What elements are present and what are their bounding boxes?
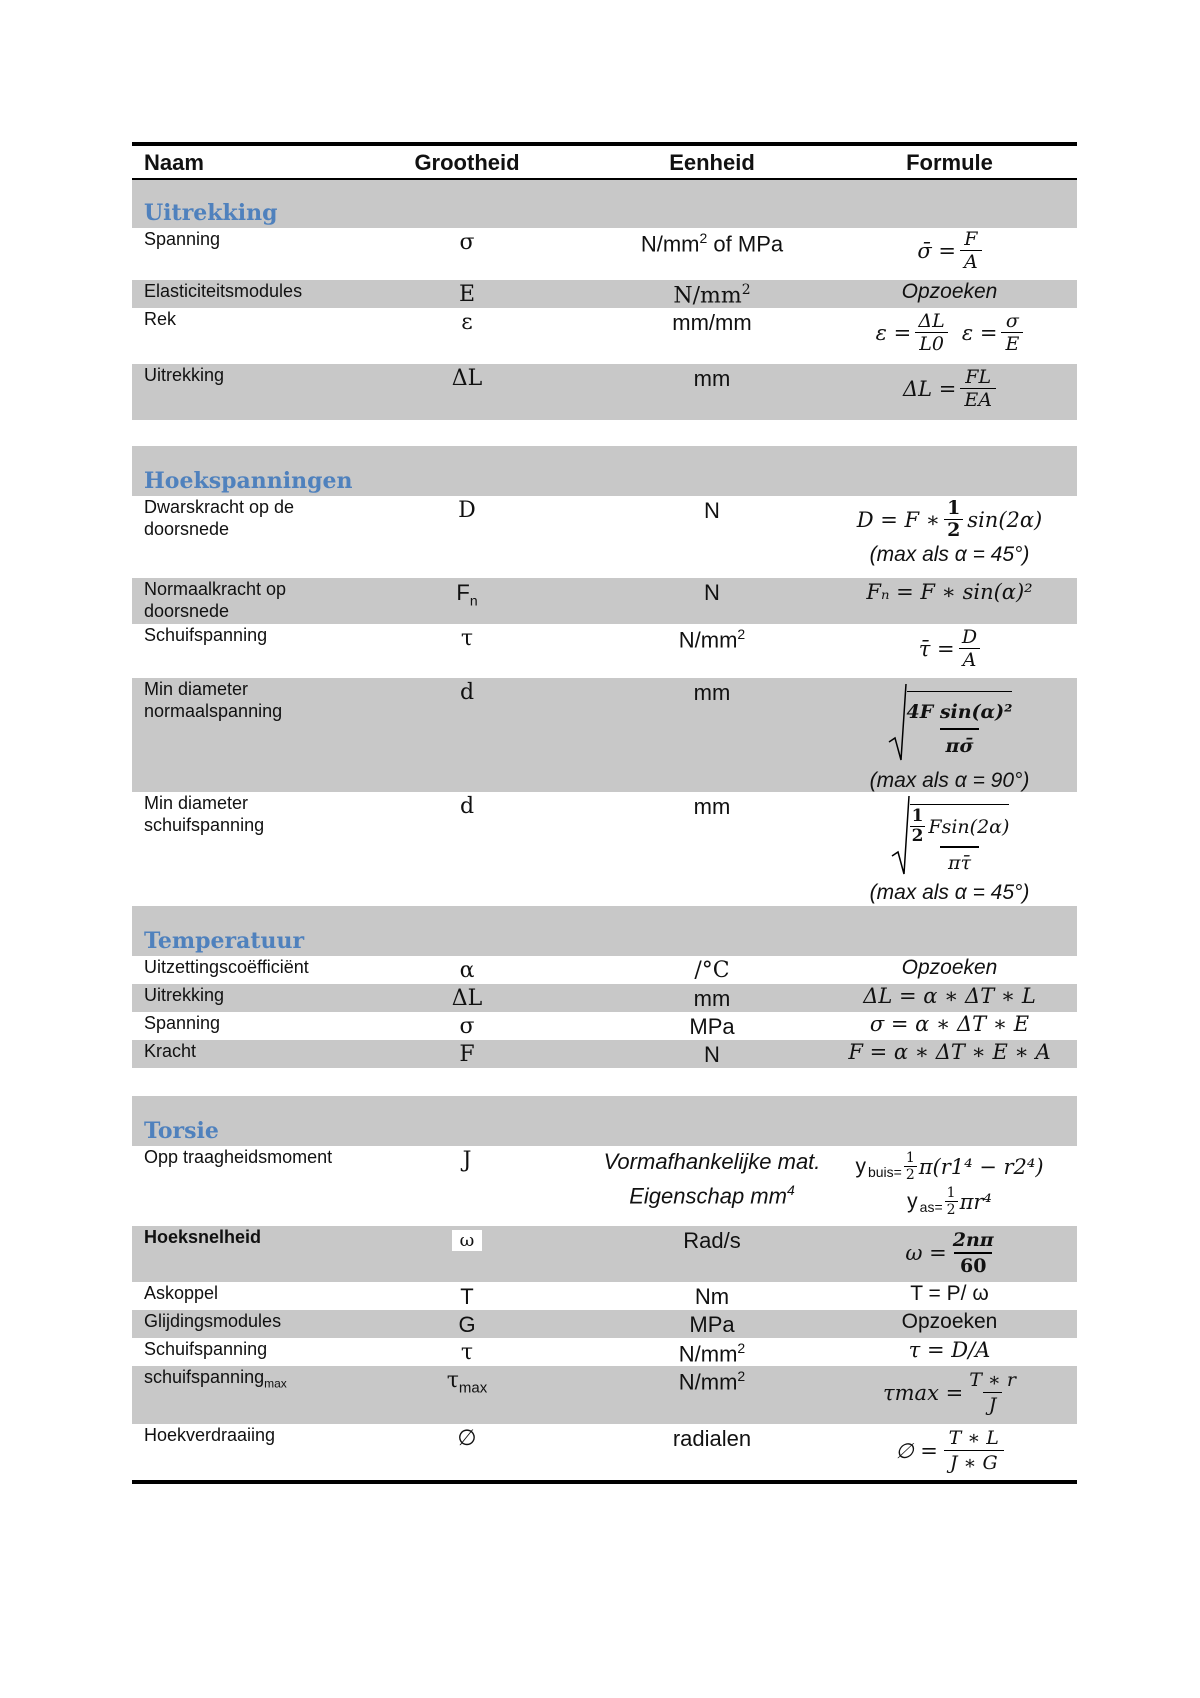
naam-cell: Spanning [144,229,221,249]
table-row [132,956,1077,984]
eenheid-cell: $N/mm^2$ [678,1340,746,1367]
naam-cell: Kracht [144,1041,197,1061]
table-row [132,1040,1077,1068]
table-row [132,1310,1077,1338]
naam-cell: Schuifspanning [144,1339,268,1359]
naam-cell: Spanning [144,1013,221,1033]
table-row [132,1366,1077,1424]
formule-cell: ΔL = α ∗ ΔT ∗ L [863,984,1036,1008]
eenheid-cell: MPa [689,1014,735,1039]
spacer-row [132,420,1077,446]
formule-cell: y buis= $\frac{1}{2}$ π(r1⁴ − r2⁴) y as= $\frac{1}{2}$ πr⁴ [855,1150,1044,1218]
grootheid-cell: J [462,1148,472,1173]
section-row-uitrekking [132,180,1077,228]
grootheid-cell: T [460,1284,474,1309]
grootheid-cell: $\tau_{max}$ [446,1368,488,1397]
formule-cell: T = P/ ω [910,1282,989,1305]
section-title-hoekspanningen: Hoekspanningen [144,468,353,494]
grootheid-cell: τ [460,1340,474,1365]
formule-cell: 1 2 Fsin(2α) πτ̄ (max als α = 45°) [822,794,1077,905]
formule-cell: ∅ = $\frac{T ∗ L}{J ∗ G}$ [822,1426,1077,1475]
naam-cell: Glijdingsmodules [144,1311,282,1331]
section-title-torsie: Torsie [144,1118,219,1144]
eenheid-cell: mm/mm [672,310,752,335]
table-row [132,792,1077,906]
formule-cell: Opzoeken [901,1310,998,1333]
table-row [132,678,1077,792]
header-grootheid: Grootheid [414,150,520,175]
naam-cell: Min diameter normaalspanning [144,679,283,721]
grootheid-cell: d [459,794,475,819]
header-eenheid: Eenheid [669,150,755,175]
eenheid-cell: Nm [694,1284,730,1309]
table-row [132,1424,1077,1484]
eenheid-cell: mm [693,680,731,705]
section-title-temperatuur: Temperatuur [144,928,305,954]
table-header [132,142,1077,180]
grootheid-cell: $F_n$ [456,580,478,609]
table-row [132,1012,1077,1040]
table-row [132,578,1077,624]
naam-cell: Uitzettingscoëfficiënt [144,957,309,977]
grootheid-cell: ∅ [457,1426,477,1451]
naam-cell: Hoeksnelheid [144,1227,262,1247]
table-row [132,364,1077,420]
table-row [132,280,1077,308]
spacer-row [132,1068,1077,1096]
eenheid-cell: $N/mm^2$ [678,626,746,653]
formule-cell: τmax = $\frac{T ∗ r}{J}$ [883,1369,1016,1416]
header-formule: Formule [906,150,993,175]
eenheid-cell: mm [693,366,731,391]
formule-cell: Opzoeken [901,956,998,979]
eenheid-cell: $N/mm^2$ of MPa [640,230,784,257]
grootheid-cell: ΔL [451,986,483,1011]
eenheid-cell: mm [693,986,731,1011]
naam-cell: Askoppel [144,1283,219,1303]
naam-cell: Dwarskracht op de doorsnede [144,497,295,539]
eenheid-cell: /°C [694,958,730,983]
table-row [132,1338,1077,1366]
formule-cell: ΔL = $\frac{FL}{EA}$ [822,366,1077,411]
grootheid-cell: G [458,1312,476,1337]
formule-cell: Opzoeken [901,280,998,303]
table-row [132,228,1077,280]
eenheid-cell: Rad/s [683,1228,741,1253]
formule-cell: 4F sin(α)² πσ̄ (max als α = 90°) [822,682,1077,793]
naam-cell: Rek [144,309,177,329]
grootheid-cell: ΔL [451,366,483,391]
grootheid-cell: E [458,282,476,307]
grootheid-cell: D [458,498,476,523]
eenheid-cell: radialen [672,1426,752,1451]
formule-cell: F = α ∗ ΔT ∗ E ∗ A [848,1040,1051,1064]
grootheid-cell: ε [461,310,473,335]
table-row [132,1226,1077,1282]
naam-cell: Schuifspanning [144,625,268,645]
formule-cell: ω = $\frac{2n\pi}{60}$ [905,1229,994,1277]
formula-table [132,142,1077,1484]
sqrt-icon [890,794,910,876]
eenheid-cell: Vormafhankelijke mat. Eigenschap $mm^4$ [603,1149,821,1209]
eenheid-cell: $N/mm^2$ [678,1368,746,1395]
formule-cell: Fₙ = F ∗ sin(α)² [866,580,1033,604]
grootheid-cell: α [459,958,475,983]
section-title-uitrekking: Uitrekking [144,200,278,226]
formule-cell: ε = $\frac{\Delta L}{L0}$ ε = $\frac{\sigma}{E}$ [822,310,1077,355]
eenheid-cell: N [704,498,720,523]
eenheid-cell: N [704,1042,720,1067]
table-row [132,1282,1077,1310]
eenheid-cell: N [704,580,720,605]
naam-cell: Opp traagheidsmoment [144,1147,333,1167]
section-row-torsie [132,1096,1077,1146]
formule-cell: D = F ∗ 1 2 sin(2α) (max als α = 45°) [856,497,1043,566]
naam-cell: Normaalkracht op doorsnede [144,579,287,621]
table-row [132,624,1077,678]
eenheid-cell: mm [693,794,731,819]
table-row [132,496,1077,578]
table-row [132,308,1077,364]
section-row-hoekspanningen [132,446,1077,496]
grootheid-cell: τ [460,626,474,651]
grootheid-cell: F [459,1042,475,1067]
formule-cell: τ = D/A [908,1338,991,1362]
grootheid-cell: d [459,680,475,705]
naam-cell: Uitrekking [144,985,225,1005]
naam-cell: Elasticiteitsmodules [144,281,303,301]
grootheid-cell: ω [452,1230,482,1251]
table-row [132,984,1077,1012]
formule-cell: σ̄ = $\frac{F}{A}$ [822,228,1077,273]
naam-cell: schuifspanning$_{max}$ [144,1367,287,1391]
naam-cell: Min diameter schuifspanning [144,793,265,835]
formule-cell: σ = α ∗ ΔT ∗ E [869,1012,1030,1036]
eenheid-cell: MPa [689,1312,735,1337]
table-row [132,1146,1077,1226]
sqrt-icon [887,682,907,762]
grootheid-cell: σ [459,230,475,255]
section-row-temperatuur [132,906,1077,956]
header-naam: Naam [144,150,204,175]
naam-cell: Uitrekking [144,365,225,385]
eenheid-cell: $N/mm^2$ [673,282,751,309]
formule-cell: τ̄ = $\frac{D}{A}$ [822,626,1077,671]
naam-cell: Hoekverdraaiing [144,1425,276,1445]
grootheid-cell: σ [459,1014,475,1039]
